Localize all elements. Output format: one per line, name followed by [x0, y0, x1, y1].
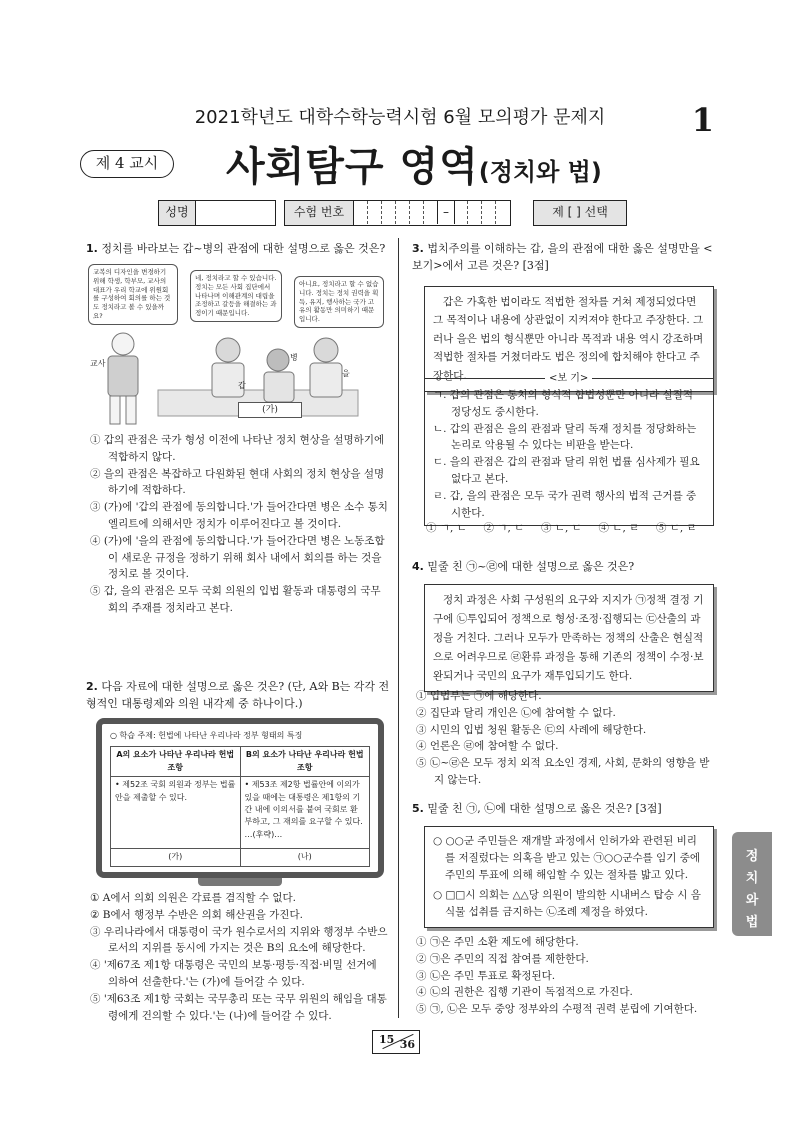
question-4-option-2[interactable]: ② 집단과 달리 개인은 ㉡에 참여할 수 없다. — [416, 706, 616, 719]
question-5-option-5[interactable]: ⑤ ㉠, ㉡은 모두 중앙 정부와의 수평적 권력 분립에 기여한다. — [416, 1003, 698, 1016]
constitution-table — [110, 746, 370, 866]
footer-current-page: 15 — [379, 1033, 395, 1046]
selection-prefix: 제 — [552, 205, 564, 219]
question-2-text: 다음 자료에 대한 설명으로 옳은 것은? (단, A와 B는 각각 전형적인 대통령제와 의원 내각제 중 하나이다.) — [86, 680, 390, 711]
question-5-passage-1: ○ ○○군 주민들은 재개발 과정에서 인허가와 관련된 비리를 저질렀다는 의혹을 받고 있는 ㉠○○군수를 임기 중에 주민의 투표에 의해 해임할 수 있는 절차를 밟고 있다. — [433, 835, 701, 881]
footer-total-pages: 36 — [399, 1037, 415, 1051]
question-1-option-4[interactable]: ④ (가)에 '을의 관점에 동의합니다.'가 들어간다면 병은 노동조합이 새로운 규정을 정하기 위해 회사 내에서 회의를 하는 것을 정치로 볼 것이다. — [90, 534, 385, 581]
question-2-options — [90, 890, 390, 1024]
learning-topic: ○ 학습 주제: 헌법에 나타난 우리나라 정부 형태의 특징 — [110, 731, 303, 740]
question-2-tv-panel — [96, 718, 384, 878]
question-2-option-3[interactable]: ③ 우리나라에서 대통령이 국가 원수로서의 지위와 행정부 수반으로서의 지위를 동시에 가지는 것은 B의 요소에 해당한다. — [90, 925, 388, 955]
question-3-text: 법치주의를 이해하는 갑, 을의 관점에 대한 옳은 설명만을 <보기>에서 고른 것은? [3점] — [412, 242, 713, 273]
bogi-item-1: ㄱ. 갑의 관점은 통치의 형식적 합법성뿐만 아니라 실질적 정당성도 중시한다. — [433, 389, 693, 418]
period-badge: 제 4 교시 — [80, 150, 174, 178]
page-footer — [372, 1030, 420, 1054]
question-4-text: 밑줄 친 ㉠~㉣에 대한 설명으로 옳은 것은? — [427, 560, 635, 573]
blank-ga-label: (가) — [238, 402, 302, 418]
question-4-option-4[interactable]: ④ 언론은 ㉣에 참여할 수 없다. — [416, 740, 559, 753]
col-a-blank: (가) — [111, 849, 241, 866]
column-divider — [398, 238, 399, 1018]
exam-title: 2021학년도 대학수학능력시험 6월 모의평가 문제지 — [194, 107, 606, 128]
question-2-option-4[interactable]: ④ '제67조 제1항 대통령은 국민의 보통·평등·직접·비밀 선거에 의하여 선출한다.'는 (가)에 들어갈 수 있다. — [90, 959, 377, 988]
col-a-row1: • 제52조 국회 의원과 정부는 법률안을 제출할 수 있다. — [111, 777, 241, 849]
page-number: 1 — [691, 101, 714, 139]
name-field[interactable] — [196, 200, 276, 226]
question-3-bogi-box — [424, 373, 714, 526]
side-tab-char-2: 치 — [745, 871, 759, 886]
question-5-option-4[interactable]: ④ ㉡의 권한은 집행 기관이 독점적으로 가진다. — [416, 986, 633, 999]
subject-side-tab — [732, 832, 772, 936]
question-4-option-1[interactable]: ① 입법부는 ㉠에 해당한다. — [416, 690, 542, 702]
question-2-option-2[interactable]: ② B에서 행정부 수반은 의회 해산권을 가진다. — [90, 908, 303, 921]
question-5-options — [416, 934, 718, 1018]
bogi-item-3: ㄷ. 을의 관점은 갑의 관점과 달리 위헌 법률 심사제가 필요 없다고 본다. — [433, 456, 700, 485]
question-5-number: 5. — [412, 802, 424, 815]
side-tab-char-1: 정 — [745, 849, 759, 864]
question-1-options — [90, 432, 390, 617]
teacher-speech-bubble: 교복의 디자인을 변경하기 위해 학생, 학부모, 교사의 대표가 우리 학교에 위원회를 구성하여 회의를 하는 것도 정치라고 볼 수 있을까요? — [88, 264, 178, 325]
exam-number-dash: – — [443, 205, 449, 219]
question-4-option-5[interactable]: ⑤ ㉡~㉣은 모두 정치 외적 요소인 경제, 사회, 문화의 영향을 받지 않는다. — [416, 757, 710, 786]
name-label: 성명 — [158, 200, 196, 226]
question-1-text: 정치를 바라보는 갑~병의 관점에 대한 설명으로 옳은 것은? — [101, 242, 386, 255]
bogi-title: <보 기> — [545, 371, 592, 387]
question-4-stem — [412, 558, 718, 575]
question-5-option-3[interactable]: ③ ㉡은 주민 투표로 확정된다. — [416, 969, 556, 982]
col-b-blank: (나) — [240, 849, 370, 866]
question-4-number: 4. — [412, 560, 424, 573]
col-a-header: A의 요소가 나타난 우리나라 헌법 조항 — [111, 747, 241, 777]
question-1-illustration — [88, 262, 388, 430]
question-3-passage: 갑은 가혹한 법이라도 적법한 절차를 거쳐 제정되었다면 그 목적이나 내용에 상관없이 지켜져야 한다고 주장한다. 그러나 을은 법의 형식뿐만 아니라 목적과 내용 역시 강조하며 적법한 절차를 거쳤더라도 법은 정의에 합치해야 한다고 주장한다. — [424, 286, 714, 392]
col-b-header: B의 요소가 나타난 우리나라 헌법 조항 — [240, 747, 370, 777]
selection-field[interactable] — [533, 200, 627, 226]
exam-number-label: 수험 번호 — [284, 200, 354, 226]
subject-subtitle: (정치와 법) — [478, 158, 602, 186]
question-2-option-1[interactable]: ① A에서 의회 의원은 각료를 겸직할 수 없다. — [90, 892, 296, 904]
question-1-option-3[interactable]: ③ (가)에 '갑의 관점에 동의합니다.'가 들어간다면 병은 소수 통치 엘리트에 의해서만 정치가 이루어진다고 볼 것이다. — [90, 501, 388, 530]
question-5-option-1[interactable]: ① ㉠은 주민 소환 제도에 해당한다. — [416, 936, 579, 948]
question-5-stem — [412, 800, 718, 817]
bogi-item-4: ㄹ. 갑, 을의 관점은 모두 국가 권력 행사의 법적 근거를 중시한다. — [433, 489, 697, 519]
eul-speech-bubble: 아니요, 정치라고 할 수 없습니다. 정치는 정치 권력을 획득, 유지, 행사하는 국가 고유의 활동만 의미하기 때문입니다. — [294, 276, 384, 328]
question-3-stem — [412, 240, 718, 274]
tv-stand — [198, 878, 282, 886]
question-4-options — [416, 688, 718, 789]
question-4-option-3[interactable]: ③ 시민의 입법 청원 활동은 ㉢의 사례에 해당한다. — [416, 723, 647, 736]
question-1-option-2[interactable]: ② 을의 관점은 복잡하고 다원화된 현대 사회의 정치 현상을 설명하기에 적합하다. — [90, 467, 385, 497]
question-1-option-1[interactable]: ① 갑의 관점은 국가 형성 이전에 나타난 정치 현상을 설명하기에 적합하지 않다. — [90, 434, 385, 463]
question-1-option-5[interactable]: ⑤ 갑, 을의 관점은 모두 국회 의원의 입법 활동과 대통령의 국무 회의 주재를 정치라고 본다. — [90, 585, 381, 614]
question-3-choices[interactable]: ① ㄱ, ㄴ ② ㄱ, ㄷ ③ ㄴ, ㄷ ④ ㄴ, ㄹ ⑤ ㄷ, ㄹ — [426, 522, 697, 534]
question-1-number: 1. — [86, 242, 98, 255]
question-5-option-2[interactable]: ② ㉠은 주민의 직접 참여를 제한한다. — [416, 952, 589, 965]
gap-label: 갑 — [238, 381, 246, 390]
subject-title-main: 사회탐구 영역 — [226, 144, 479, 190]
selection-label: 선택 — [584, 205, 608, 219]
question-4-passage: 정치 과정은 사회 구성원의 요구와 지지가 ㉠정책 결정 기구에 ㉡투입되어 정책으로 형성·조정·집행되는 ㉢산출의 과정을 거친다. 그러나 모두가 만족하는 정책의 산출은 현실적으로 어려우므로 ㉣환류 과정을 통해 기존의 정책이 수정·보완되거나 국민의 요구가 재투입되기도 한다. — [424, 584, 714, 692]
question-5-passage — [424, 826, 714, 928]
byeong-label: 병 — [290, 353, 298, 362]
eul-label: 을 — [342, 369, 350, 378]
selection-bracket: [ ] — [567, 205, 581, 219]
bogi-item-2: ㄴ. 갑의 관점은 을의 관점과 달리 독재 정치를 정당화하는 논리로 악용될 수 있다는 비판을 받는다. — [433, 422, 697, 452]
question-2-number: 2. — [86, 680, 98, 693]
side-tab-char-3: 와 — [745, 893, 759, 908]
teacher-label: 교사 — [90, 359, 106, 368]
col-b-row1: • 제53조 제2항 법률안에 이의가 있을 때에는 대통령은 제1항의 기간 내에 이의서를 붙여 국회로 환부하고, 그 재의를 요구할 수 있다. …(후략)… — [240, 777, 370, 849]
exam-number-field[interactable] — [354, 200, 511, 226]
question-2-stem — [86, 678, 390, 712]
question-5-passage-2: ○ □□시 의회는 △△당 의원이 발의한 시내버스 탑승 시 음식물 섭취를 금지하는 ㉡조례 제정을 하였다. — [433, 889, 701, 919]
question-2-option-5[interactable]: ⑤ '제63조 제1항 국회는 국무총리 또는 국무 위원의 해임을 대통령에게 건의할 수 있다.'는 (나)에 들어갈 수 있다. — [90, 992, 387, 1022]
question-5-text: 밑줄 친 ㉠, ㉡에 대한 설명으로 옳은 것은? [3점] — [427, 802, 662, 815]
question-1-stem — [86, 240, 390, 257]
gap-speech-bubble: 네, 정치라고 할 수 있습니다. 정치는 모든 사회 집단에서 나타나며 이해관계의 대립을 조정하고 갈등을 해결하는 과정이기 때문입니다. — [190, 270, 282, 322]
examinee-id-bar — [158, 200, 627, 226]
subject-title — [226, 136, 602, 198]
side-tab-char-4: 법 — [745, 915, 759, 930]
question-3-number: 3. — [412, 242, 424, 255]
